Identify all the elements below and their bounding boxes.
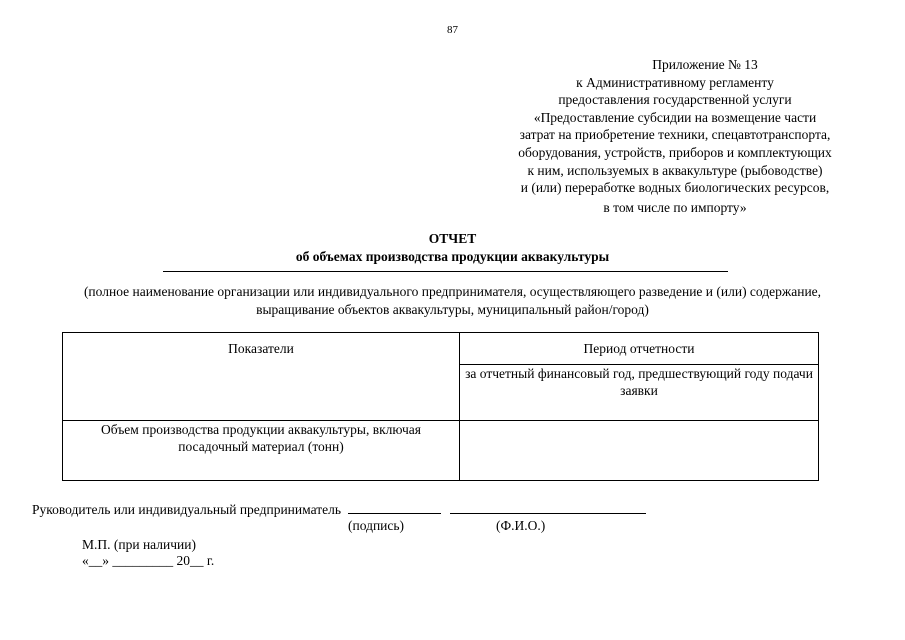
- signature-field[interactable]: [348, 501, 441, 514]
- row-value-cell[interactable]: [460, 421, 819, 481]
- signature-caption: (подпись): [348, 518, 405, 533]
- row-label-cell: [63, 421, 460, 481]
- indicator-header: Показатели: [228, 341, 294, 356]
- appendix-line: «Предоставление субсидии на возмещение части: [533, 109, 817, 125]
- organization-hint-line: выращивание объектов аквакультуры, муниципальный район/город): [256, 302, 649, 317]
- appendix-line: к Административному регламенту: [576, 74, 774, 90]
- appendix-line: предоставления государственной услуги: [558, 92, 792, 108]
- period-subheader: за отчетный финансовый год, предшествующий году подачи заявки: [465, 366, 813, 398]
- report-table: [62, 332, 819, 481]
- row-label: Объем производства продукции аквакультуры, включая посадочный материал (тонн): [101, 422, 421, 454]
- table-header-row: [63, 333, 819, 365]
- page-number: 87: [447, 24, 458, 36]
- organization-hint: [0, 283, 905, 319]
- appendix-line: Приложение № 13: [652, 57, 758, 72]
- period-header-cell: [460, 333, 819, 365]
- report-subtitle: об объемах производства продукции аквакультуры: [295, 249, 610, 264]
- organization-hint-line: (полное наименование организации или индивидуального предпринимателя, осуществляющего разведение и (или) содержание,: [83, 284, 822, 299]
- full-name-caption: (Ф.И.О.): [496, 518, 546, 533]
- full-name-field[interactable]: [450, 501, 646, 514]
- appendix-line: оборудования, устройств, приборов и комплектующих: [518, 144, 832, 160]
- signature-block: [32, 501, 646, 518]
- appendix-header: [470, 56, 880, 216]
- signature-label: Руководитель или индивидуальный предприниматель: [32, 502, 342, 517]
- indicator-header-cell: [63, 333, 460, 421]
- appendix-line: в том числе по импорту»: [603, 199, 747, 215]
- period-subheader-cell: [460, 365, 819, 421]
- table-row: [63, 421, 819, 481]
- date-field[interactable]: «__» _________ 20__ г.: [82, 553, 215, 568]
- appendix-line: и (или) переработке водных биологических ресурсов,: [520, 180, 830, 196]
- organization-name-line: [163, 271, 728, 272]
- report-heading: [0, 230, 905, 266]
- appendix-line: к ним, используемых в аквакультуре (рыбоводстве): [527, 162, 823, 178]
- stamp-place: М.П. (при наличии): [82, 537, 196, 552]
- appendix-line: затрат на приобретение техники, спецавтотранспорта,: [519, 127, 831, 143]
- period-header: Период отчетности: [583, 341, 695, 356]
- report-title: ОТЧЕТ: [428, 231, 477, 246]
